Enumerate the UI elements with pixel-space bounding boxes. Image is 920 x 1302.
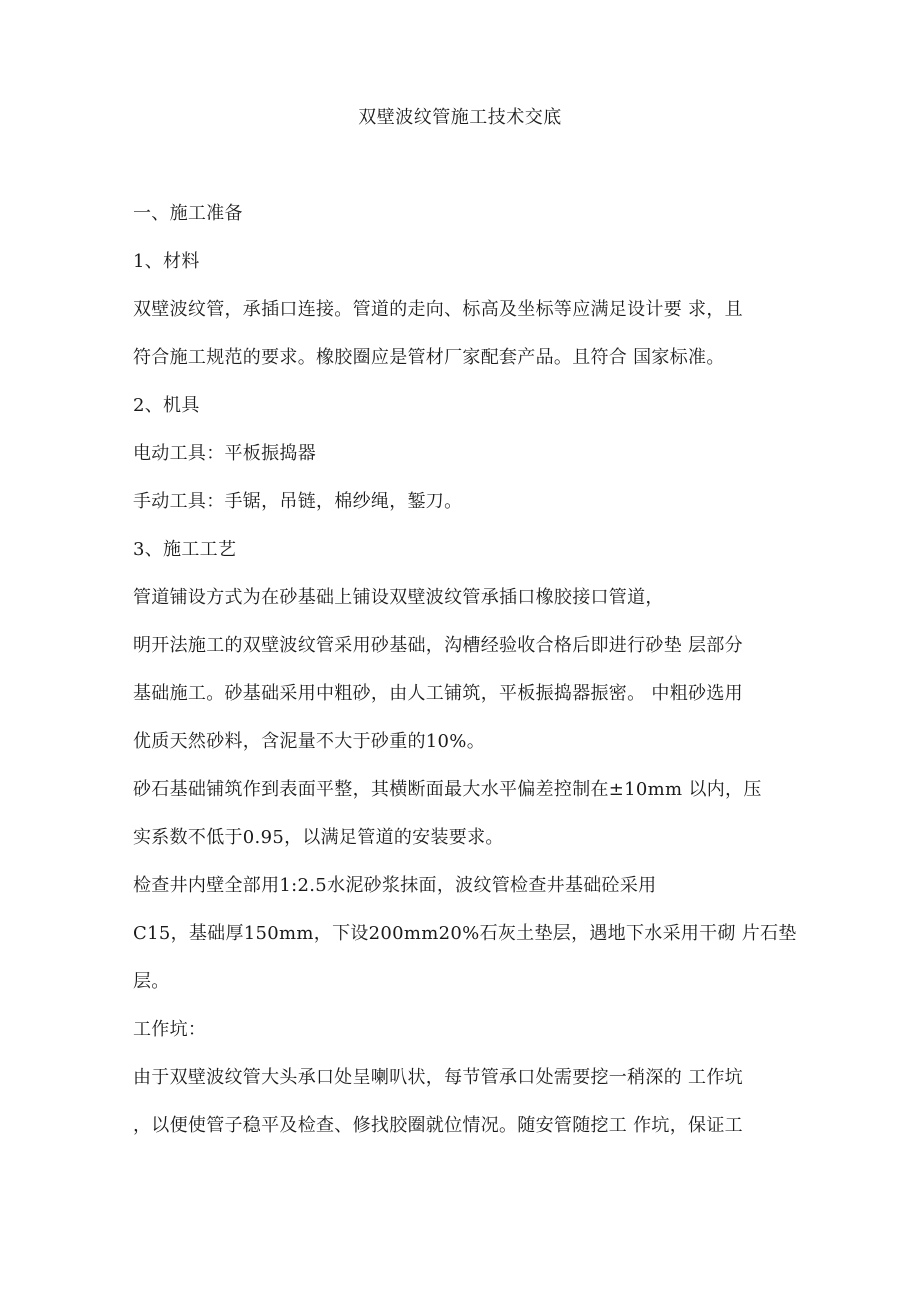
- subheading-construction-process: 3、施工工艺: [133, 539, 237, 560]
- work-pit-paragraph-line: 由于双壁波纹管大头承口处呈喇叭状，每节管承口处需要挖一稍深的 工作坑: [133, 1067, 743, 1088]
- document-title: 双壁波纹管施工技术交底: [358, 107, 562, 128]
- well-paragraph-line: 检查井内壁全部用1:2.5水泥砂浆抹面，波纹管检查井基础砼采用: [133, 875, 657, 896]
- well-paragraph-line: C15，基础厚150mm，下设200mm20%石灰土垫层，遇地下水采用干砌 片石垫: [133, 923, 797, 944]
- gravel-paragraph-line: 实系数不低于0.95，以满足管道的安装要求。: [133, 827, 504, 848]
- tools-power-line: 电动工具：平板振捣器: [133, 443, 316, 464]
- gravel-paragraph-line: 砂石基础铺筑作到表面平整，其横断面最大水平偏差控制在±10mm 以内，压: [133, 779, 762, 800]
- subheading-work-pit: 工作坑：: [133, 1019, 207, 1040]
- materials-paragraph-line: 符合施工规范的要求。橡胶圈应是管材厂家配套产品。且符合 国家标准。: [133, 347, 725, 368]
- section-heading-construction-preparation: 一、施工准备: [133, 203, 243, 224]
- process-paragraph-line: 优质天然砂料，含泥量不大于砂重的10%。: [133, 731, 486, 752]
- materials-paragraph-line: 双壁波纹管，承插口连接。管道的走向、标高及坐标等应满足设计要 求，且: [133, 299, 743, 320]
- subheading-materials: 1、材料: [133, 251, 200, 272]
- tools-hand-line: 手动工具：手锯，吊链，棉纱绳，錾刀。: [133, 491, 463, 512]
- process-paragraph-line: 管道铺设方式为在砂基础上铺设双壁波纹管承插口橡胶接口管道，: [133, 587, 664, 608]
- well-paragraph-line: 层。: [133, 971, 170, 992]
- process-paragraph-line: 基础施工。砂基础采用中粗砂，由人工铺筑，平板振捣器振密。 中粗砂选用: [133, 683, 743, 704]
- work-pit-paragraph-line: ，以便使管子稳平及检查、修找胶圈就位情况。随安管随挖工 作坑，保证工: [133, 1115, 743, 1136]
- process-paragraph-line: 明开法施工的双壁波纹管采用砂基础，沟槽经验收合格后即进行砂垫 层部分: [133, 635, 743, 656]
- subheading-tools: 2、机具: [133, 395, 200, 416]
